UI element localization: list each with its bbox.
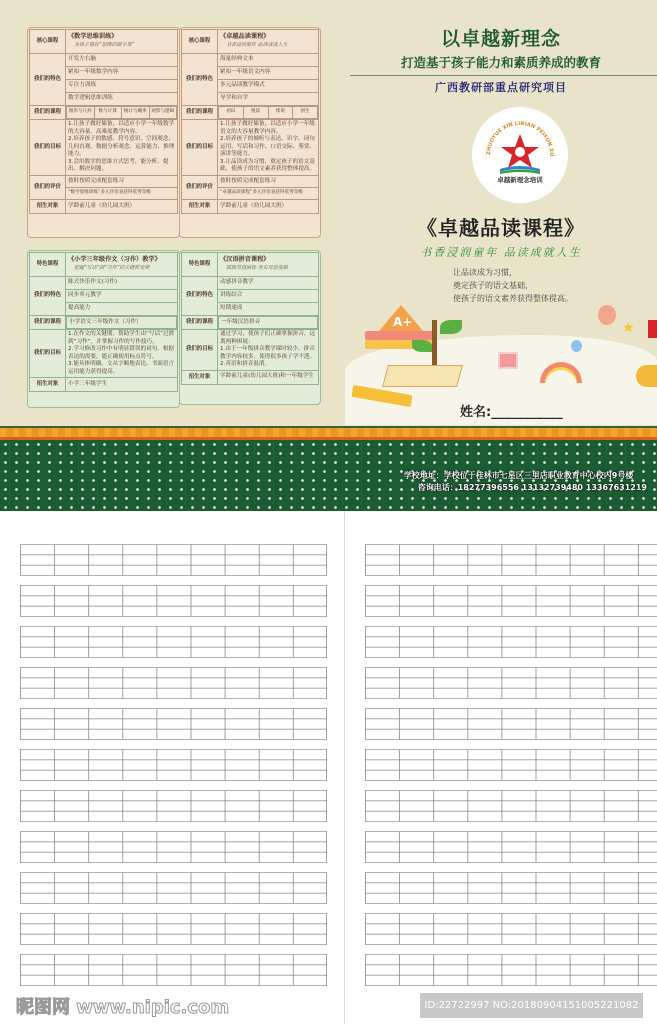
course-heading — [218, 253, 319, 277]
page-divider — [344, 511, 345, 1024]
writing-row[interactable] — [20, 873, 327, 904]
balloon-icon — [571, 340, 582, 352]
feature-item: 数学逻辑思维训练 — [66, 93, 178, 106]
writing-row[interactable] — [20, 832, 327, 863]
writing-row[interactable] — [365, 668, 657, 699]
header-label: 特色课程 — [182, 253, 218, 277]
writing-row[interactable] — [20, 545, 327, 576]
phone-numbers: 咨询电话：18277396556 13132739480 13367631219 — [417, 483, 647, 492]
course-item: 悦读 — [243, 107, 268, 119]
writing-row[interactable] — [365, 873, 657, 904]
course-label: 我们的课程 — [182, 316, 218, 330]
enroll-label: 招生对象 — [30, 199, 66, 213]
goal-label: 我们的目标 — [182, 330, 218, 371]
evaluation-label: 我们的评价 — [30, 175, 66, 199]
name-field-label: 姓名:___________ — [460, 405, 563, 420]
open-book-icon — [382, 365, 463, 387]
course-item: 观察与逻辑 — [149, 107, 177, 119]
evaluation-item: 按时按质完成配套练习 — [218, 175, 319, 187]
feature-item: 紧扣一年级语文内容 — [218, 67, 319, 80]
feature-item: 短期速成 — [218, 303, 319, 316]
writing-row[interactable] — [365, 545, 657, 576]
goal-label: 我们的目标 — [182, 120, 218, 176]
writing-row[interactable] — [365, 709, 657, 740]
evaluation-item: “卓越品读课程”多元评价表获得优秀等级 — [218, 187, 319, 199]
description — [453, 266, 573, 305]
course-name: 《小学三年级作文（习作）教学》 — [68, 256, 161, 264]
enroll-target: 学龄前儿童(幼儿园大班)和一年级学生 — [218, 370, 319, 384]
course-card-reading — [179, 27, 321, 238]
goal-label: 我们的目标 — [30, 120, 66, 176]
header-label: 特色课程 — [30, 253, 66, 277]
course-heading — [66, 30, 178, 54]
feature-item: 陈式快乐作文(习作) — [66, 277, 178, 290]
writing-row[interactable] — [20, 586, 327, 617]
enroll-target: 学龄前儿童（幼儿园大班） — [218, 199, 319, 213]
goal-text: 1.让孩子做好储备，以适应小学一年级数学的大容量、高难度教学内容。 2.培养孩子的数感、符号意识、空间观念、几何直观、数据分析观念、运算能力、推理能力。 3.会用数学的思维方式思考，能分析、提出、解决问题。 — [66, 120, 178, 176]
feature-item: 讲练结合 — [218, 290, 319, 303]
divider — [350, 75, 657, 76]
watermark: 昵图网 www.nipic.com — [16, 997, 230, 1018]
course-heading — [66, 253, 178, 277]
evaluation-label: 我们的评价 — [182, 175, 218, 199]
writing-row[interactable] — [20, 668, 327, 699]
writing-row[interactable] — [20, 914, 327, 945]
course-motto: 为孩子搭好“思维的脚手架” — [74, 42, 135, 48]
writing-row[interactable] — [20, 955, 327, 986]
course-item: 统计与概率 — [122, 107, 150, 119]
logo-ring-text: ZHUOYUE XIN LINIAN PEIXUN XU — [485, 120, 555, 157]
desc-line: 让品读成为习惯， — [453, 268, 517, 277]
course-item: 续说 — [268, 107, 293, 119]
school-logo — [472, 107, 568, 203]
writing-grid-left[interactable] — [20, 544, 328, 989]
writing-row[interactable] — [365, 750, 657, 781]
balloon-icon — [598, 305, 616, 325]
tree-icon — [432, 320, 437, 365]
course-item: 小学语文三年级作文（习作） — [67, 317, 177, 329]
course-item: 图形与几何 — [67, 107, 95, 119]
course-label: 我们的课程 — [182, 106, 218, 120]
course-card-composition — [27, 250, 180, 408]
image-id-tag: ID:22722997 NO:20180904151005221082 — [420, 993, 643, 1018]
evaluation-item: “数学思维训练”多元评价表获得优秀等级 — [66, 187, 178, 199]
book-house-illustration: A+ — [365, 305, 435, 355]
evaluation-item: 按时按质完成配套练习 — [66, 175, 178, 187]
leaf-icon — [440, 320, 462, 334]
goal-text: 通过学习，使孩子们正确掌握拼音，远离两种困境： 1.由于一年级拼音教学课时较少，拼音教学内容较多，使得很多孩子学不透。 2.英语和拼音混淆。 — [218, 330, 319, 371]
course-motto: 把握“写话”到“习作”的关键转变期 — [74, 265, 150, 271]
feature-item: 动感拼音教学 — [218, 277, 319, 290]
feature-item: 提高能力 — [66, 303, 178, 316]
decorative-fringe — [0, 426, 657, 440]
course-label: 我们的课程 — [30, 316, 66, 330]
course-label: 我们的课程 — [30, 106, 66, 120]
course-name: 《卓越品读课程》 — [220, 33, 270, 41]
course-item: 初识 — [219, 107, 244, 119]
course-motto: 书香浸润童年 品读成就人生 — [226, 42, 288, 48]
writing-row[interactable] — [365, 955, 657, 986]
writing-row[interactable] — [365, 914, 657, 945]
course-card-pinyin — [179, 250, 321, 405]
headline-block — [345, 24, 657, 95]
headline: 以卓越新理念 — [440, 28, 561, 50]
course-title: 《卓越品读课程》 — [417, 216, 585, 240]
course-item: 数与计算 — [94, 107, 122, 119]
enroll-label: 招生对象 — [182, 370, 218, 384]
leaf-icon — [412, 340, 432, 352]
feature-item: 海量经典文本 — [218, 54, 319, 67]
feature-item: 开发左右脑 — [66, 54, 178, 67]
feature-item: 同步单元教学 — [66, 290, 178, 303]
feature-label: 我们的特色 — [30, 277, 66, 316]
enroll-target: 学龄前儿童（幼儿园大班） — [66, 199, 178, 213]
goal-text: 1.在作文的关键期，帮助学生由“写话”过渡到“习作”，并掌握习作的写作技巧。 2.学习修改习作中有明显错误的词句。根据表达的需要，能正确使用标点符号。 3.能具体明确、文从字顺地表达。书面语言运用能力获得提高。 — [66, 330, 178, 378]
writing-grid-right[interactable] — [365, 544, 657, 989]
course-name: 《数学思维训练》 — [68, 33, 118, 41]
feature-item: 多元品读教学模式 — [218, 80, 319, 93]
course-motto: 摆脱英语困扰 务实母语基础 — [226, 265, 288, 271]
writing-row[interactable] — [365, 832, 657, 863]
feature-item: 专注力训练 — [66, 80, 178, 93]
feature-label: 我们的特色 — [182, 54, 218, 106]
course-heading — [218, 30, 319, 54]
contact-info — [404, 470, 647, 494]
writing-row[interactable] — [20, 627, 327, 658]
gift-icon — [498, 352, 518, 369]
writing-row[interactable] — [20, 709, 327, 740]
writing-row[interactable] — [365, 627, 657, 658]
course-card-math — [27, 27, 180, 238]
enroll-target: 小学三年级学生 — [66, 378, 178, 392]
project-label: 广西教研部重点研究项目 — [435, 81, 567, 94]
slogan: 书香浸润童年 品读成就人生 — [420, 246, 582, 259]
school-address: 学校地址：学校位于桂林市七星区三里店职业教育中心校内9号楼 — [403, 471, 634, 480]
star-icon: ★ — [622, 320, 635, 336]
writing-row[interactable] — [20, 791, 327, 822]
star-book-icon — [472, 107, 568, 203]
course-name: 《汉语拼音课程》 — [220, 256, 270, 264]
enroll-label: 招生对象 — [30, 378, 66, 392]
goal-text: 1.让孩子做好储备，以适应小学一年级语文的大容量教学内容。 2.培养孩子的倾听与表达、识字、词句运用、写话和习作、口语交际、鉴赏、演讲等能力。 3.让品读成为习惯，奠定孩子的语文基础，使孩子的语文素养获得整体提高。 — [218, 120, 319, 176]
logo-text: 卓越新理念培训 — [497, 176, 543, 184]
writing-row[interactable] — [365, 586, 657, 617]
feature-label: 我们的特色 — [30, 54, 66, 106]
desc-line: 奠定孩子的语文基础， — [453, 281, 533, 290]
feature-label: 我们的特色 — [182, 277, 218, 316]
goal-label: 我们的目标 — [30, 330, 66, 378]
writing-row[interactable] — [365, 791, 657, 822]
desc-line: 使孩子的语文素养获得整体提高。 — [453, 294, 573, 303]
header-label: 核心课程 — [182, 30, 218, 54]
feature-item: 导学和自学 — [218, 93, 319, 106]
subheadline: 打造基于孩子能力和素质养成的教育 — [400, 55, 601, 70]
flag-icon — [648, 320, 657, 338]
writing-row[interactable] — [20, 750, 327, 781]
course-item: 一年级汉语拼音 — [219, 317, 318, 329]
course-item: 创生 — [293, 107, 318, 119]
feature-item: 紧扣一年级数学内容 — [66, 67, 178, 80]
enroll-label: 招生对象 — [182, 199, 218, 213]
header-label: 核心课程 — [30, 30, 66, 54]
pot-icon — [636, 365, 657, 387]
